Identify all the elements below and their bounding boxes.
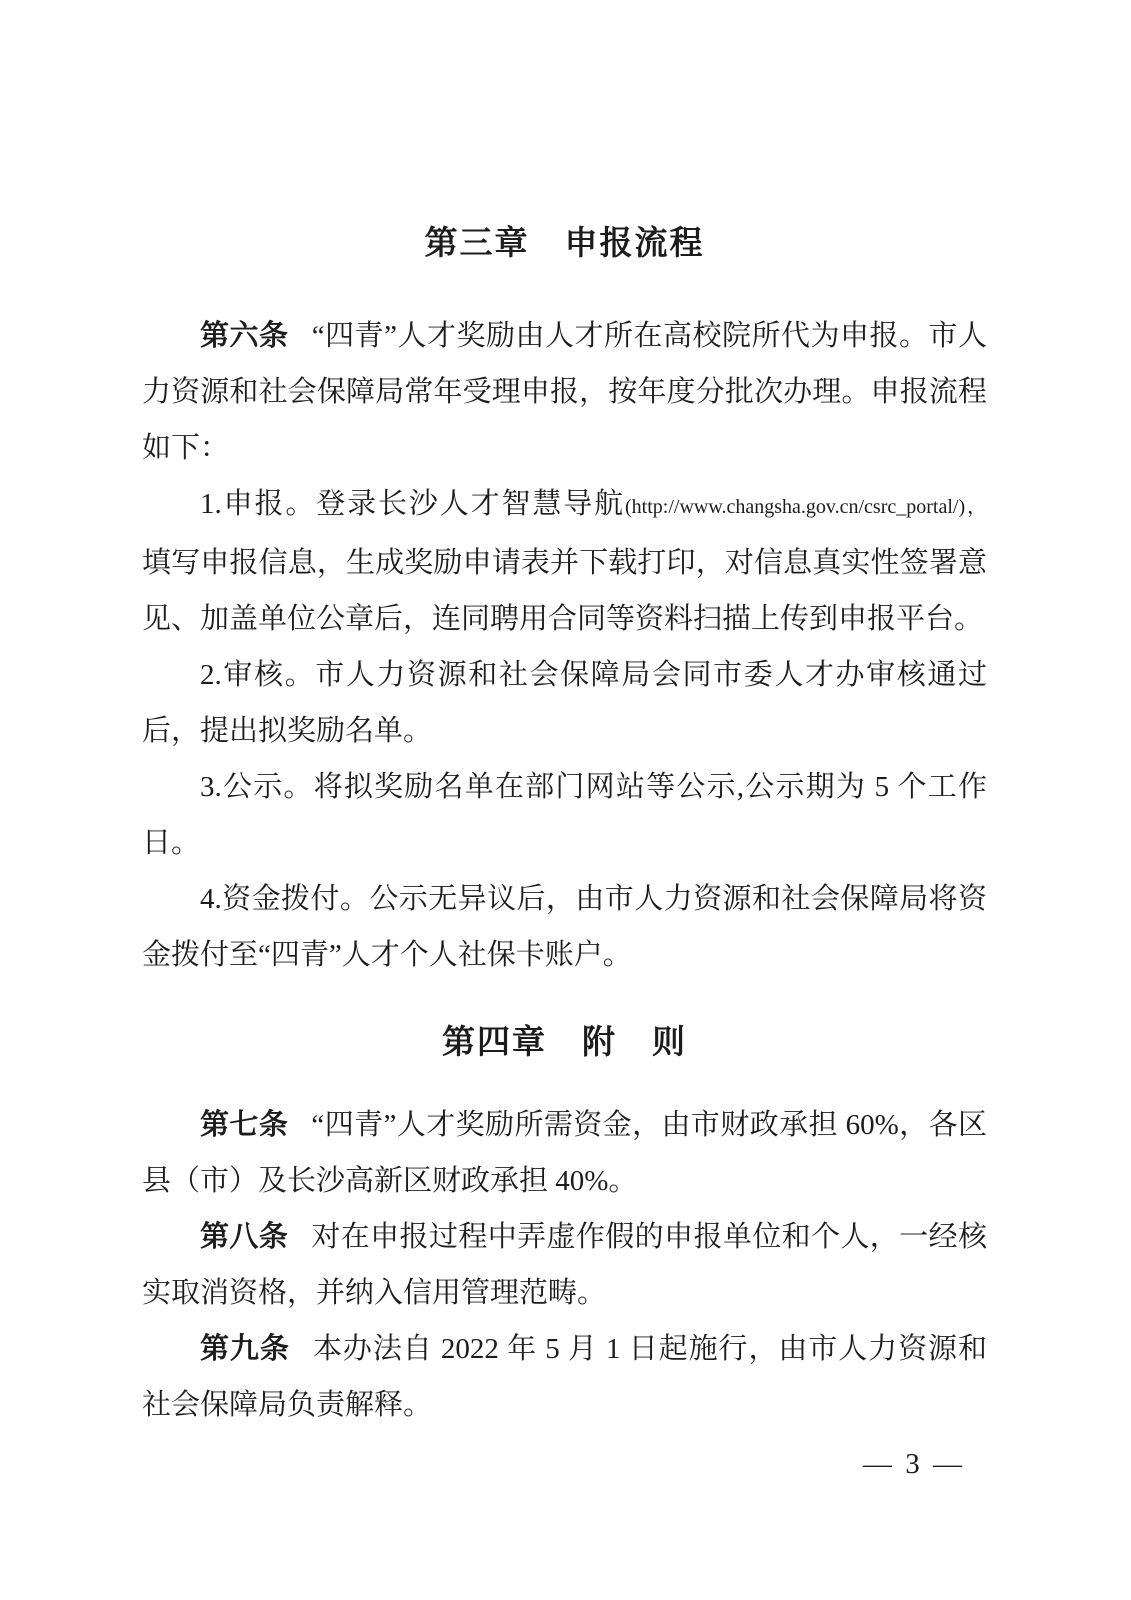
- article-7-paragraph: [142, 1097, 987, 1209]
- chapter-three-heading: 第三章 申报流程: [424, 224, 705, 261]
- article-6-text: “四青”人才奖励由人才所在高校院所代为申报。市人力资源和社会保障局常年受理申报，按年度分批次办理。申报流程如下：: [142, 320, 987, 464]
- article-9-paragraph: [142, 1321, 987, 1433]
- article-8-label: 第八条: [200, 1221, 289, 1253]
- step-1-suffix: 填写申报信息，生成奖励申请表并下载打印，对信息真实性签署意见、加盖单位公章后，连同聘用合同等资料扫描上传到申报平台。: [142, 547, 987, 635]
- article-8-text: 对在申报过程中弄虚作假的申报单位和个人，一经核实取消资格，并纳入信用管理范畴。: [142, 1221, 987, 1309]
- article-9-label: 第九条: [200, 1333, 290, 1365]
- step-1-paragraph: [142, 476, 987, 647]
- step-4-paragraph: 4.资金拨付。公示无异议后，由市人力资源和社会保障局将资金拨付至“四青”人才个人社保卡账户。: [142, 883, 987, 971]
- article-6-paragraph: [142, 308, 987, 476]
- article-6-label: 第六条: [200, 320, 289, 352]
- step-2-paragraph: 2.审核。市人力资源和社会保障局会同市委人才办审核通过后，提出拟奖励名单。: [142, 659, 987, 747]
- document-content: [142, 218, 987, 1433]
- page-number: — 3 —: [863, 1448, 965, 1480]
- article-8-paragraph: [142, 1209, 987, 1321]
- chapter-four-heading: 第四章 附 则: [442, 1023, 687, 1060]
- step-1-prefix: 1.申报。登录长沙人才智慧导航: [200, 488, 626, 520]
- article-9-text: 本办法自 2022 年 5 月 1 日起施行，由市人力资源和社会保障局负责解释。: [142, 1333, 987, 1421]
- portal-url-text: (http://www.changsha.gov.cn/csrc_portal/)，: [625, 496, 987, 518]
- step-3-paragraph: 3.公示。将拟奖励名单在部门网站等公示,公示期为 5 个工作日。: [142, 771, 987, 859]
- article-7-text: “四青”人才奖励所需资金，由市财政承担 60%，各区县（市）及长沙高新区财政承担 40%。: [142, 1109, 987, 1197]
- article-7-label: 第七条: [200, 1109, 289, 1141]
